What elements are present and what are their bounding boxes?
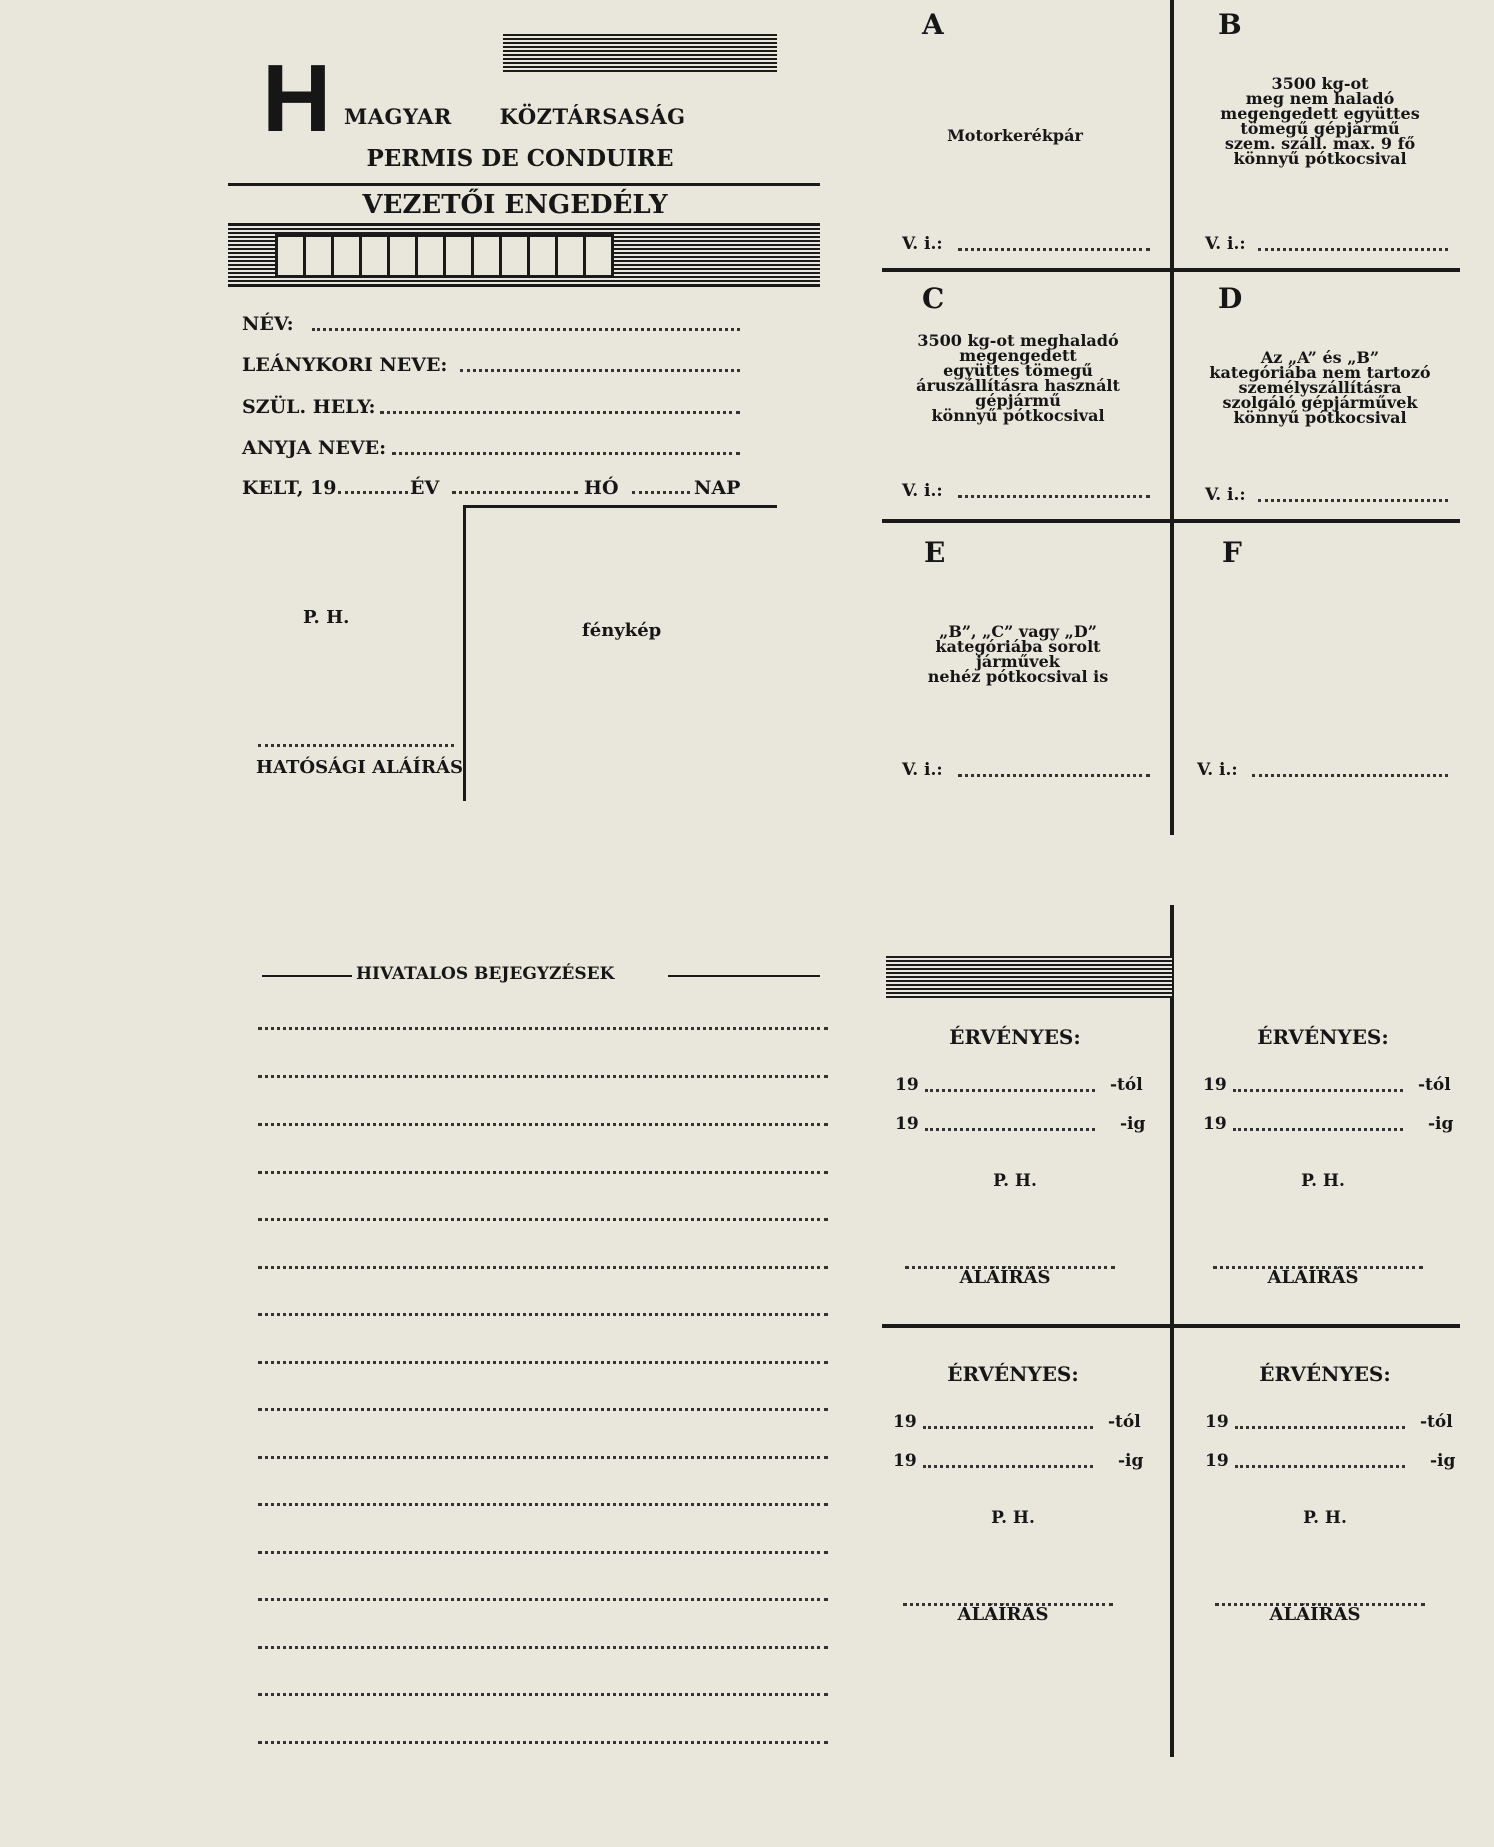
birthplace-label: SZÜL. HELY: <box>242 396 376 418</box>
maiden-name-label: LEÁNYKORI NEVE: <box>242 354 448 376</box>
validity-top-right-to-suffix: -ig <box>1428 1114 1454 1134</box>
validity-top-left-to-suffix: -ig <box>1120 1114 1146 1134</box>
mother-name-label: ANYJA NEVE: <box>242 437 387 459</box>
category-f-letter: F <box>1222 536 1242 569</box>
serial-box[interactable] <box>471 234 502 278</box>
category-a-vi-label: V. i.: <box>902 234 943 254</box>
validity-top-left-to-field[interactable] <box>925 1128 1095 1131</box>
official-entry-line[interactable] <box>258 1408 828 1411</box>
validity-bottom-left-from-prefix: 19 <box>893 1412 917 1432</box>
official-entries-heading: HIVATALOS BEJEGYZÉSEK <box>356 964 615 984</box>
serial-box[interactable] <box>499 234 530 278</box>
official-entry-line[interactable] <box>258 1218 828 1221</box>
official-entry-line[interactable] <box>258 1313 828 1316</box>
category-a-description: Motorkerékpár <box>947 126 1083 145</box>
category-c-vi-label: V. i.: <box>902 481 943 501</box>
official-entry-line[interactable] <box>258 1123 828 1126</box>
validity-grid-row-line <box>882 1324 1460 1328</box>
category-e-letter: E <box>924 536 946 569</box>
official-entry-line[interactable] <box>258 1075 828 1078</box>
name-label: NÉV: <box>242 313 294 335</box>
category-grid-row-line <box>882 268 1460 272</box>
official-entry-line[interactable] <box>258 1741 828 1744</box>
validity-bottom-right-signature-label: ALÁÍRÁS <box>1269 1604 1361 1625</box>
official-entry-line[interactable] <box>258 1456 828 1459</box>
heading-rule-left <box>262 975 352 977</box>
validity-stripe-block <box>886 956 1172 998</box>
validity-grid-divider <box>1170 905 1174 1757</box>
category-b-description: 3500 kg-ot meg nem haladó megengedett együttes tömegű gépjármű szem. száll. max. 9 fő könnyű pótkocsival <box>1220 74 1420 168</box>
validity-bottom-right-from-suffix: -tól <box>1420 1412 1453 1432</box>
serial-box[interactable] <box>527 234 558 278</box>
photo-label: fénykép <box>582 620 662 641</box>
official-entry-line[interactable] <box>258 1171 828 1174</box>
validity-bottom-right-title: ÉRVÉNYES: <box>1259 1362 1391 1386</box>
validity-top-left-title: ÉRVÉNYES: <box>949 1025 1081 1049</box>
validity-bottom-left-from-suffix: -tól <box>1108 1412 1141 1432</box>
date-day-field[interactable] <box>632 491 690 494</box>
serial-box[interactable] <box>555 234 586 278</box>
validity-bottom-right-from-field[interactable] <box>1235 1426 1405 1429</box>
validity-top-right-stamp: P. H. <box>1301 1171 1345 1191</box>
photo-frame-top <box>463 505 777 508</box>
authority-signature-line[interactable] <box>258 744 454 747</box>
official-entry-line[interactable] <box>258 1503 828 1506</box>
birthplace-field[interactable] <box>380 411 740 414</box>
serial-box[interactable] <box>443 234 474 278</box>
validity-bottom-right-from-prefix: 19 <box>1205 1412 1229 1432</box>
validity-top-right-signature-label: ALÁÍRÁS <box>1267 1267 1359 1288</box>
country-letter-logo: H <box>262 45 328 152</box>
header-stripe-block <box>503 34 777 74</box>
country-name: MAGYAR KÖZTÁRSASÁG <box>344 104 686 129</box>
validity-top-right-from-suffix: -tól <box>1418 1075 1451 1095</box>
validity-bottom-right-stamp: P. H. <box>1303 1508 1347 1528</box>
validity-bottom-left-from-field[interactable] <box>923 1426 1093 1429</box>
serial-box[interactable] <box>331 234 362 278</box>
category-e-description: „B”, „C” vagy „D” kategóriába sorolt járművek nehéz pótkocsival is <box>927 622 1109 686</box>
date-day-label: NAP <box>694 477 741 499</box>
date-prefix: KELT, 19 <box>242 477 337 499</box>
official-entry-line[interactable] <box>258 1361 828 1364</box>
validity-top-left-stamp: P. H. <box>993 1171 1037 1191</box>
validity-top-left-from-suffix: -tól <box>1110 1075 1143 1095</box>
bleed-through-texture <box>830 22 890 442</box>
category-f-vi-field[interactable] <box>1252 774 1448 777</box>
category-d-vi-field[interactable] <box>1258 499 1448 502</box>
category-b-vi-label: V. i.: <box>1205 234 1246 254</box>
serial-box[interactable] <box>275 234 306 278</box>
category-c-vi-field[interactable] <box>958 495 1150 498</box>
serial-number-boxes <box>275 234 614 278</box>
date-month-label: HÓ <box>584 477 619 499</box>
validity-top-left-from-field[interactable] <box>925 1089 1095 1092</box>
document-title: VEZETŐI ENGEDÉLY <box>362 190 668 220</box>
serial-box[interactable] <box>583 234 614 278</box>
date-year-label: ÉV <box>410 477 440 499</box>
maiden-name-field[interactable] <box>460 369 740 372</box>
validity-top-right-to-prefix: 19 <box>1203 1114 1227 1134</box>
category-d-vi-label: V. i.: <box>1205 485 1246 505</box>
category-b-letter: B <box>1218 8 1242 41</box>
category-e-vi-label: V. i.: <box>902 760 943 780</box>
validity-top-left-to-prefix: 19 <box>895 1114 919 1134</box>
category-grid-row-line <box>882 519 1460 523</box>
category-d-description: Az „A” és „B” kategóriába nem tartozó személyszállításra szolgáló gépjárművek könnyű pótkocsival <box>1209 348 1431 427</box>
validity-top-left-from-prefix: 19 <box>895 1075 919 1095</box>
category-b-vi-field[interactable] <box>1258 248 1448 251</box>
serial-box[interactable] <box>415 234 446 278</box>
french-title: PERMIS DE CONDUIRE <box>366 145 674 172</box>
photo-frame-left <box>463 505 466 801</box>
category-d-letter: D <box>1218 282 1243 315</box>
validity-bottom-left-to-field[interactable] <box>923 1465 1093 1468</box>
category-e-vi-field[interactable] <box>958 774 1150 777</box>
validity-bottom-left-stamp: P. H. <box>991 1508 1035 1528</box>
official-entry-line[interactable] <box>258 1551 828 1554</box>
date-year-field[interactable] <box>338 491 408 494</box>
validity-bottom-right-to-field[interactable] <box>1235 1465 1405 1468</box>
mother-name-field[interactable] <box>392 452 740 455</box>
serial-box[interactable] <box>359 234 390 278</box>
validity-top-left-signature-label: ALÁÍRÁS <box>959 1267 1051 1288</box>
heading-rule-right <box>668 975 820 977</box>
category-c-letter: C <box>922 282 945 315</box>
date-month-field[interactable] <box>452 491 578 494</box>
validity-top-right-from-field[interactable] <box>1233 1089 1403 1092</box>
official-entry-line[interactable] <box>258 1693 828 1696</box>
divider <box>228 183 820 186</box>
validity-top-right-to-field[interactable] <box>1233 1128 1403 1131</box>
validity-bottom-right-to-prefix: 19 <box>1205 1451 1229 1471</box>
authority-signature-label: HATÓSÁGI ALÁÍRÁS <box>256 757 464 778</box>
validity-bottom-left-signature-label: ALÁÍRÁS <box>957 1604 1049 1625</box>
category-grid-divider <box>1170 0 1174 835</box>
name-field[interactable] <box>312 328 740 331</box>
validity-top-right-title: ÉRVÉNYES: <box>1257 1025 1389 1049</box>
official-entry-line[interactable] <box>258 1266 828 1269</box>
validity-bottom-right-to-suffix: -ig <box>1430 1451 1456 1471</box>
official-entry-line[interactable] <box>258 1027 828 1030</box>
validity-bottom-left-title: ÉRVÉNYES: <box>947 1362 1079 1386</box>
category-a-letter: A <box>922 8 944 41</box>
divider <box>228 284 820 287</box>
serial-box[interactable] <box>303 234 334 278</box>
category-c-description: 3500 kg-ot meghaladó megengedett együttes tömegű áruszállításra használt gépjármű könnyű pótkocsival <box>916 331 1120 425</box>
official-entry-line[interactable] <box>258 1598 828 1601</box>
category-a-vi-field[interactable] <box>958 248 1150 251</box>
official-entry-line[interactable] <box>258 1646 828 1649</box>
divider <box>228 223 820 226</box>
validity-bottom-left-to-suffix: -ig <box>1118 1451 1144 1471</box>
validity-bottom-left-to-prefix: 19 <box>893 1451 917 1471</box>
serial-box[interactable] <box>387 234 418 278</box>
category-f-vi-label: V. i.: <box>1197 760 1238 780</box>
stamp-label: P. H. <box>303 607 350 628</box>
validity-top-right-from-prefix: 19 <box>1203 1075 1227 1095</box>
